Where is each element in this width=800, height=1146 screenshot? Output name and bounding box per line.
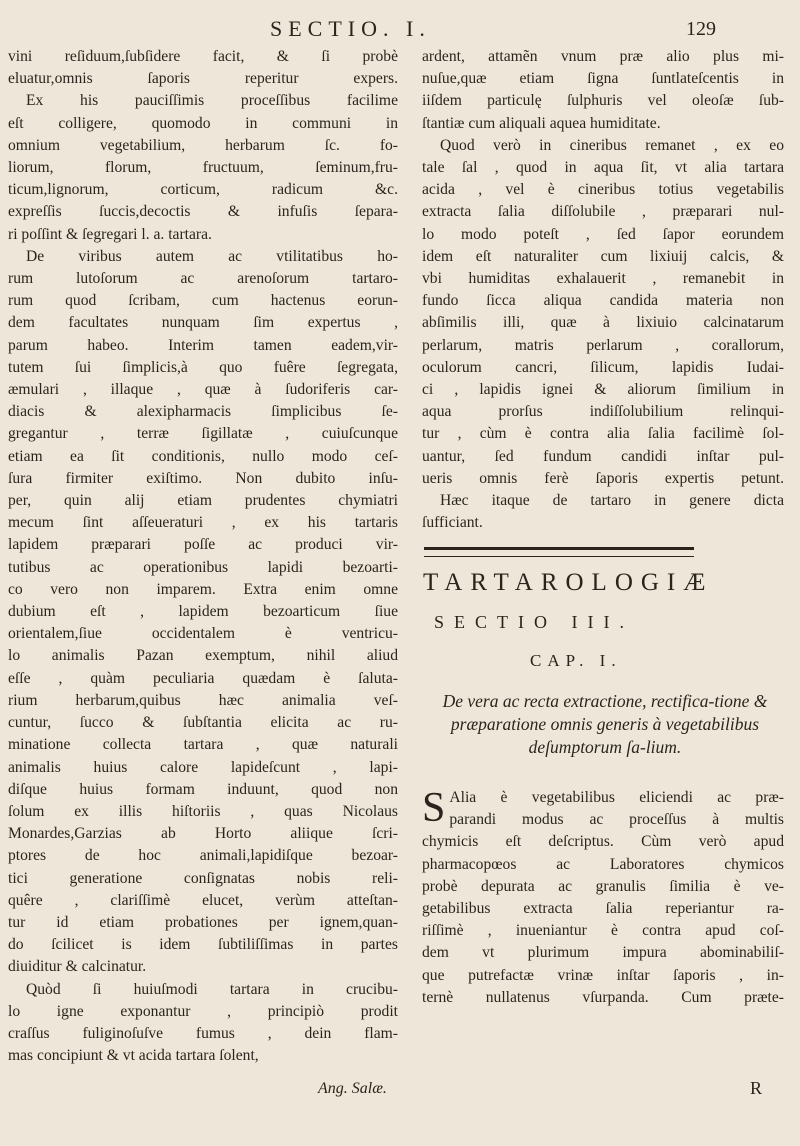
signature-mark: R <box>750 1078 763 1098</box>
left-column-line: Quòd ſi huiuſmodi tartara in crucibu- <box>26 980 398 998</box>
section-heading: TARTAROLOGIÆ <box>423 569 714 596</box>
catchword: Ang. Salæ. <box>318 1080 387 1097</box>
left-column-line: tici generatione conſignatas nobis reli- <box>8 869 398 887</box>
right-column-body-line: probè depurata ac granulis ſimilia è ve- <box>422 877 784 895</box>
right-column-line: Hæc itaque de tartaro in genere dicta <box>440 492 784 510</box>
right-column-line: ſufficiant. <box>422 514 483 532</box>
right-column-body <box>422 787 784 1009</box>
left-column-line: mecum ſint aſſeueraturi , ex his tartaris <box>8 514 398 532</box>
right-column-top <box>422 46 784 534</box>
right-column-line: idem eſt naturaliter cum lixiuij calcis, & <box>422 247 784 265</box>
left-column-line: co vero non imparem. Extra enim omne <box>8 580 398 598</box>
left-column-line: eſt colligere, quomodo in communi in <box>8 114 398 132</box>
left-column-line: diuiditur & calcinatur. <box>8 958 147 976</box>
right-column-body-line: getabilibus extracta ſalia reperiantur ra- <box>422 900 784 918</box>
left-column-line: per, quin alij etiam prudentes chymiatri <box>8 492 398 510</box>
right-column-line: ueris omnis ferè ſaporis expertis petunt. <box>422 469 784 487</box>
right-column-body-line: que putrefactæ vrinæ inſtar ſaporis , in- <box>422 966 784 984</box>
left-column-line: mas concipiunt & vt acida tartara ſolent, <box>8 1047 259 1065</box>
right-column-line: aqua prorſus indiſſolubilium relinqui- <box>422 403 784 421</box>
right-column-line: nuſue,quæ etiam ſigna ſuntlateſcentis in <box>422 70 784 88</box>
left-column-line: ſura firmiter exiſtimo. Non dubito inſu- <box>8 469 398 487</box>
left-column-line: vini reſiduum,ſubſidere facit, & ſi probè <box>8 48 398 65</box>
left-column-line: æmulari , illaque , quæ à ſudoriferis car- <box>8 381 398 399</box>
right-column-body-line: riſſimè , inueniantur è contra apud coſ- <box>422 922 784 940</box>
ornamental-rule <box>424 547 694 557</box>
left-column-line: orientalem,ſiue occidentalem è ventricu- <box>8 625 398 643</box>
left-column-line: quêre , clariſſimè elucet, verùm atteſtan- <box>8 891 398 909</box>
left-column-line: ticum,lignorum, corticum, radicum &c. <box>8 181 398 199</box>
right-column-line: ci , lapidis ignei & aliorum ſimilium in <box>422 381 784 399</box>
left-column-line: eſſe , quàm peculiaria quædam è ſaluta- <box>8 669 398 687</box>
right-column-line: Quod verò in cineribus remanet , ex eo <box>440 136 784 154</box>
right-column-line: vbi humiditas exhalauerit , remanebit in <box>422 270 784 288</box>
section-subheading: SECTIO III. <box>434 612 634 632</box>
right-column-body-line: chymicis eſt deſcriptus. Cùm verò apud <box>422 833 784 851</box>
right-column-line: ardent, attamẽn vnum præ alio plus mi- <box>422 48 784 65</box>
left-column-line: tutem ſui ſimplicis,à quo fuêre ſegregata, <box>8 358 398 376</box>
left-column-line: lo igne exponantur , principiò prodit <box>8 1002 398 1020</box>
right-column-line: extracta ſalia diſſolubile , præparari nul- <box>422 203 784 221</box>
left-column-line: ptores de hoc animali,lapidiſque bezoar- <box>8 847 398 865</box>
left-column-line: dubium eſt , lapidem bezoarticum ſiue <box>8 603 398 621</box>
left-column-line: tutibus ac operationibus lapidi bezoarti- <box>8 558 398 576</box>
left-column <box>8 46 398 1067</box>
chapter-label: CAP. I. <box>530 651 622 670</box>
left-column-line: cuntur, ſucco & ſubſtantia elicita ac ru- <box>8 714 398 732</box>
right-column-line: fundo ſicca aliqua candida materia non <box>422 292 784 310</box>
left-column-line: do ſcilicet is idem ſubtiliſſimas in partes <box>8 936 398 954</box>
left-column-line: rium herbarum,quibus hæc animalia veſ- <box>8 691 398 709</box>
right-column-line: acida , vel è cineribus totius vegetabilis <box>422 181 784 199</box>
drop-capital: S <box>422 785 446 831</box>
left-column-line: minatione collecta tartara , quæ naturali <box>8 736 398 754</box>
right-column-line: uantur, ſed fundum candidi inſtar pul- <box>422 447 784 465</box>
chapter-title: De vera ac recta extractione, rectifica-tione & præparatione omnis generis à vegetabilibus deſumptorum ſa-lium. <box>442 691 768 757</box>
page-number: 129 <box>686 18 716 40</box>
right-column-body-line: dem vt plurimum impura abominabiliſ- <box>422 944 784 962</box>
left-column-line: rum quod ſcribam, cum hactenus eorun- <box>8 292 398 310</box>
right-column-line: lo modo poteſt , ſed ſapor eorundem <box>422 225 784 243</box>
right-column-body-line: pharmacopœos ac Laboratores chymicos <box>422 855 784 873</box>
right-column-line: oculorum cancri, ſilicum, lapidis Iudai- <box>422 358 784 376</box>
left-column-line: gregantur , terræ ſigillatæ , cuiuſcunque <box>8 425 398 443</box>
left-column-line: eluatur,omnis ſaporis reperitur expers. <box>8 70 398 88</box>
right-column-line: ſtantiæ cum aliquali aquea humiditate. <box>422 114 661 132</box>
left-column-line: rum lutoſorum ac arenoſorum tartaro- <box>8 270 398 288</box>
right-column-line: tur , cùm è contra alia ſalia facilimè ſol- <box>422 425 784 443</box>
left-column-line: animalis huius calore lapideſcunt , lapi- <box>8 758 398 776</box>
running-head: SECTIO. I. <box>270 16 431 41</box>
right-column-body-line: Alia è vegetabilibus eliciendi ac præ- <box>449 789 784 806</box>
left-column-line: dem facultates nunquam ſim expertus , <box>8 314 398 332</box>
left-column-line: parum habeo. Interim tamen eadem,vir- <box>8 336 398 354</box>
left-column-line: De viribus autem ac vtilitatibus ho- <box>26 247 398 265</box>
right-column-body-line: parandi modus ac proceſſus à multis <box>449 811 784 829</box>
left-column-line: Monardes,Garzias ab Horto aliique ſcri- <box>8 825 398 843</box>
right-column-line: perlarum, matris perlarum , corallorum, <box>422 336 784 354</box>
left-column-line: diacis & alexipharmacis ſimplicibus ſe- <box>8 403 398 421</box>
left-column-line: liorum, florum, fructuum, ſeminum,fru- <box>8 159 398 177</box>
right-column-line: iiſdem particulę ſulphuris vel oleoſæ ſub- <box>422 92 784 110</box>
left-column-line: ri poſſint & ſegregari l. a. tartara. <box>8 225 212 243</box>
right-column-line: abſimilis illi, quæ à lixiuio calcinatarum <box>422 314 784 332</box>
left-column-line: diſque huius formam induunt, quod non <box>8 780 398 798</box>
left-column-line: tur id etiam probationes per ignem,quan- <box>8 913 398 931</box>
left-column-line: expreſſis ſuccis,decoctis & infuſis ſepara- <box>8 203 398 221</box>
left-column-line: craſſus fuliginoſuſve fumus , dein flam- <box>8 1024 398 1042</box>
left-column-line: lo animalis Pazan exemptum, nihil aliud <box>8 647 398 665</box>
page-header <box>0 16 800 46</box>
left-column-line: Ex his pauciſſimis proceſſibus facilime <box>26 92 398 110</box>
right-column-line: tale ſal , quod in aqua ſit, vt alia tartara <box>422 159 784 177</box>
left-column-line: ſolum ex illis hiſtoriis , quas Nicolaus <box>8 802 398 820</box>
right-column-body-line: ternè nullatenus vſurpanda. Cum præte- <box>422 988 784 1006</box>
left-column-line: lapidem præparari poſſe ac produci vir- <box>8 536 398 554</box>
left-column-line: etiam ea ſit conditionis, nullo modo ceſ- <box>8 447 398 465</box>
left-column-line: omnium vegetabilium, herbarum ſc. fo- <box>8 136 398 154</box>
